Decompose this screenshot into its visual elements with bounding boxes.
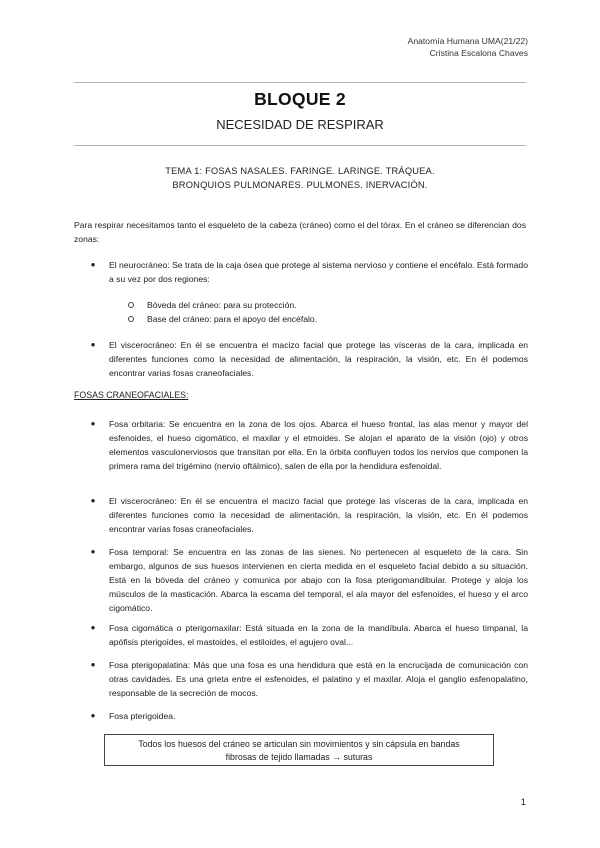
note-box [104,734,494,766]
list-item [74,709,528,723]
list-item-text: Fosa cigomática o pterigomaxilar: Está situada en la zona de la mandíbula. Abarca el hueso timpanal, la apófisis pterigoides, el mastoides, el estiloides, el agujero oval... [109,623,528,647]
list-item [74,494,528,536]
list-item-text: Fosa pterigopalatina: Más que una fosa es una hendidura que está en la encrucijada de comunicación con otras cavidades. Es una grieta entre el esfenoides, el palatino y el maxilar. Aloja el ganglio esfenopalatino, responsable de la secreción de mocos. [109,660,528,698]
list-item [74,417,528,487]
list-item [74,621,528,649]
bullet-icon: ● [90,419,96,428]
bullet-icon: ● [90,547,96,556]
note-line-1: Todos los huesos del cráneo se articulan sin movimientos y sin cápsula en bandas [138,739,460,749]
topic-line-1: TEMA 1: FOSAS NASALES. FARINGE. LARINGE. TRÁQUEA. [165,166,435,176]
list-item-text: Fosa orbitaria: Se encuentra en la zona de los ojos. Abarca el hueso frontal, las alas menor y mayor del esfenoides, el hueso cigomático, el maxilar y el etmoides. Se alojan el aparato de la visión (ojo) y otros elementos vasculonerviosos que transitan por ella. En la órbita confluyen todos los nervios que componen la primera rama del trigémino (nervio oftálmico), salen de ella por la hendidura esfenoidal. [109,419,528,471]
bullet-icon: ● [90,260,96,269]
bullet-icon: ● [90,496,96,505]
header-author: Cristina Escalona Chaves [429,48,528,58]
list-item [74,338,528,380]
hollow-bullet-icon [128,302,134,308]
sub-list-item: Base del cráneo: para el apoyo del encéfalo. [128,312,508,326]
sub-list-item: Bóveda del cráneo: para su protección. [128,298,508,312]
list-item-text: Fosa pterigoidea. [109,711,176,721]
intro-paragraph: Para respirar necesitamos tanto el esqueleto de la cabeza (cráneo) como el del tórax. En el cráneo se diferencian dos zonas: [74,220,526,244]
bullet-icon: ● [90,711,96,720]
top-divider [74,82,526,83]
page-number: 1 [520,797,526,808]
list-item [74,658,528,700]
bullet-icon: ● [90,660,96,669]
hollow-bullet-icon [128,316,134,322]
section-heading: FOSAS CRANEOFACIALES: [74,390,189,400]
page-subtitle: NECESIDAD DE RESPIRAR [216,117,384,132]
page-header [408,35,528,59]
list-item-text: Fosa temporal: Se encuentra en las zonas de las sienes. No pertenecen al esqueleto de la cara. Sin embargo, algunos de sus huesos intervienen en cierta medida en el esqueleto facial debido a su situación. Está en la bóveda del cráneo y comunica por abajo con la fosa pterigomandibular. Protege y aloja los músculos de la masticación. Abarca la escama del temporal, el ala mayor del esfenoides, el hueso y el arco cigomático. [109,547,528,613]
note-line-2: fibrosas de tejido llamadas → suturas [225,752,373,762]
header-course: Anatomía Humana UMA(21/22) [407,36,528,46]
list-item [74,258,528,328]
title-divider [74,145,526,146]
sub-list [128,298,508,326]
list-item-text: El neurocráneo: Se trata de la caja ósea que protege al sistema nervioso y contiene el encéfalo. Está formado a su vez por dos regiones: [109,260,528,284]
list-item-text: El viscerocráneo: En él se encuentra el macizo facial que protege las vísceras de la cara, implicada en diferentes funciones como la necesidad de alimentación, la respiración, la visión, etc. En él podemos encontrar varias fosas craneofaciales. [109,496,528,534]
bullet-icon: ● [90,340,96,349]
bullet-icon: ● [90,623,96,632]
topic-heading [0,164,600,192]
list-item [74,545,528,615]
list-item-text: El viscerocráneo: En él se encuentra el macizo facial que protege las vísceras de la cara, implicada en diferentes funciones como la necesidad de alimentación, la respiración, la visión, etc. En él podemos encontrar varias fosas craneofaciales. [109,340,528,378]
topic-line-2: BRONQUIOS PULMONARES. PULMONES. INERVACIÓN. [172,180,428,190]
page-title: BLOQUE 2 [254,89,346,109]
